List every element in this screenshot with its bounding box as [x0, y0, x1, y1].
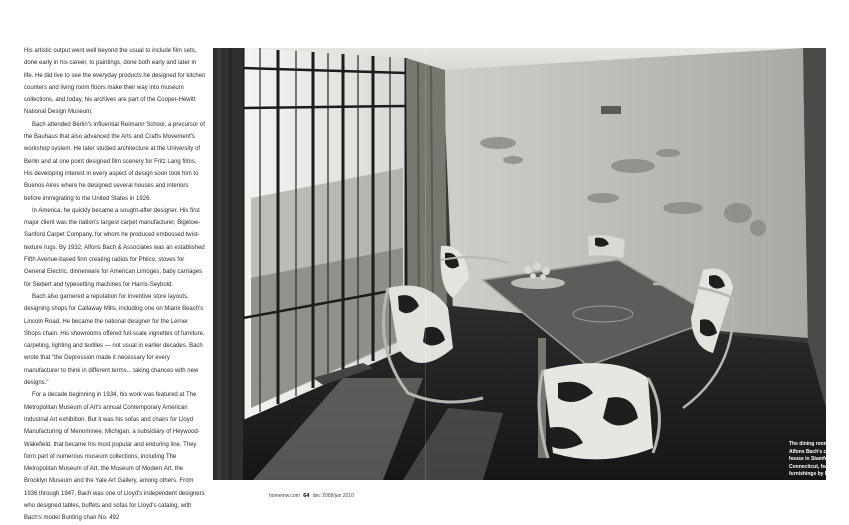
- page-gutter: [425, 48, 426, 480]
- page-footer: [269, 493, 354, 499]
- article-paragraph: His artistic output went well beyond the usual to include film sets, done early in his career, to paintings, done both early and later in life. He did live to see the everyday products he designed for kitchen counters and living room floors make their way into museum collections, and today, his archives are part of the Cooper-Hewitt National Design Museum.: [24, 48, 206, 116]
- footer-page-number: 64: [303, 493, 310, 499]
- article-paragraph: In America, he quickly became a sought-after designer. His first major client was the nation's largest carpet manufacturer, Bigelow-Sanford Carpet Company, for whom he produced embossed twist-texture rugs. By 1932, Alfons Bach & Associates was an established Fifth Avenue-based firm creating radios for Philco, stoves for General Electric, dinnerware for American Limoges, baby carriages for Siebert and typesetting machines for Harris-Seybold.: [24, 207, 205, 288]
- article-paragraph: For a decade beginning in 1934, his work was featured at The Metropolitan Museum of Art's annual Contemporary American Industrial Art exhibition. But it was his sofas and chairs for Lloyd Manufacturing of Menominee, Michigan, a subsidiary of Heywood-Wakefield, that became his most popular and enduring line. They form part of numerous museum collections, including The Metropolitan Museum of Art, the Museum of Modern Art, the Brooklyn Museum and the Yale Art Gallery, among others. From 1936 through 1947, Bach was one of Lloyd's independent designers who designed tables, buffets and sofas for Lloyd's catalog, with Bach's model Bunting chair No. 492: [24, 392, 205, 522]
- article-text-column: [24, 45, 206, 525]
- article-paragraph: Bach attended Berlin's influential Reimann School, a precursor of the Bauhaus that also advanced the Arts and Crafts Movement's workshop system. He later studied architecture at the University of Berlin and at one point designed film scenery for Fritz Lang films. His developing interest in every aspect of design soon took him to Buenos Aires where he designed several houses and interiors before immigrating to the United States in 1926.: [24, 121, 205, 202]
- footer-issue: dec 2009/jan 2010: [312, 493, 354, 499]
- article-paragraph: Bach also garnered a reputation for inventive store layouts, designing shops for Callaway Mills, including one on Miami Beach's Lincoln Road. He became the national designer for the Lerner Shops chain. His showrooms offered full-scale vignettes of furniture, carpeting, lighting and textiles — not usual in earlier decades. Bach wrote that "the Depression made it necessary for every manufacturer to think in different terms... taking chances with new designs.": [24, 293, 205, 387]
- dining-room-photo: [213, 48, 826, 480]
- photo-caption: The dining room in Alfons Bach's country house in Stamford, Connecticut, featured furnishings by Bach.: [789, 441, 842, 477]
- footer-site: homemw.com: [269, 493, 300, 499]
